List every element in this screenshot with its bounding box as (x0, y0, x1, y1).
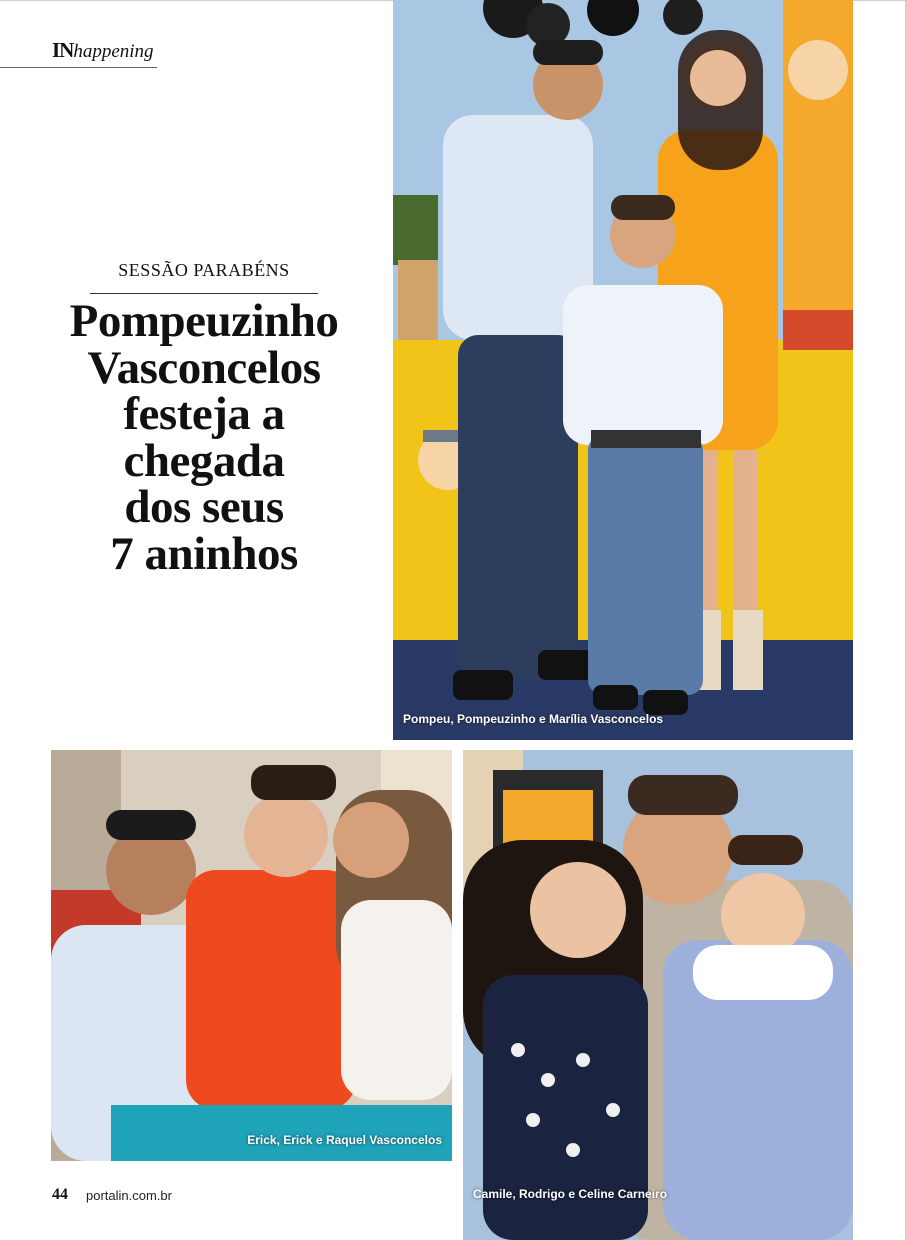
section-brand (52, 38, 154, 63)
headline-line: Pompeuzinho (69, 295, 339, 347)
headline-line: chegada (123, 434, 285, 487)
photo-caption: Pompeu, Pompeuzinho e Marília Vasconcelos (403, 712, 664, 726)
brand-section: happening (73, 41, 154, 62)
article-kicker: SESSÃO PARABÉNS (118, 260, 290, 280)
photo-erick-family (51, 750, 452, 1161)
photo-erick-illustration (51, 750, 452, 1161)
brand-in: IN (52, 38, 74, 62)
kicker-rule (90, 293, 318, 294)
site-url: portalin.com.br (86, 1188, 172, 1203)
photo-carneiro-illustration (463, 750, 853, 1240)
photo-carneiro-family (463, 750, 853, 1240)
page-number: 44 (52, 1186, 68, 1203)
photo-main-family (393, 0, 853, 740)
headline-line: Vasconcelos (87, 341, 321, 394)
headline-line: dos seus (124, 481, 284, 533)
article-headline (22, 295, 386, 580)
headline-line: 7 aninhos (110, 527, 298, 580)
photo-caption: Camile, Rodrigo e Celine Carneiro (473, 1187, 668, 1201)
headline-line: festeja a (123, 388, 285, 440)
photo-main-illustration (393, 0, 853, 740)
photo-caption: Erick, Erick e Raquel Vasconcelos (247, 1133, 442, 1147)
brand-rule (0, 67, 157, 68)
